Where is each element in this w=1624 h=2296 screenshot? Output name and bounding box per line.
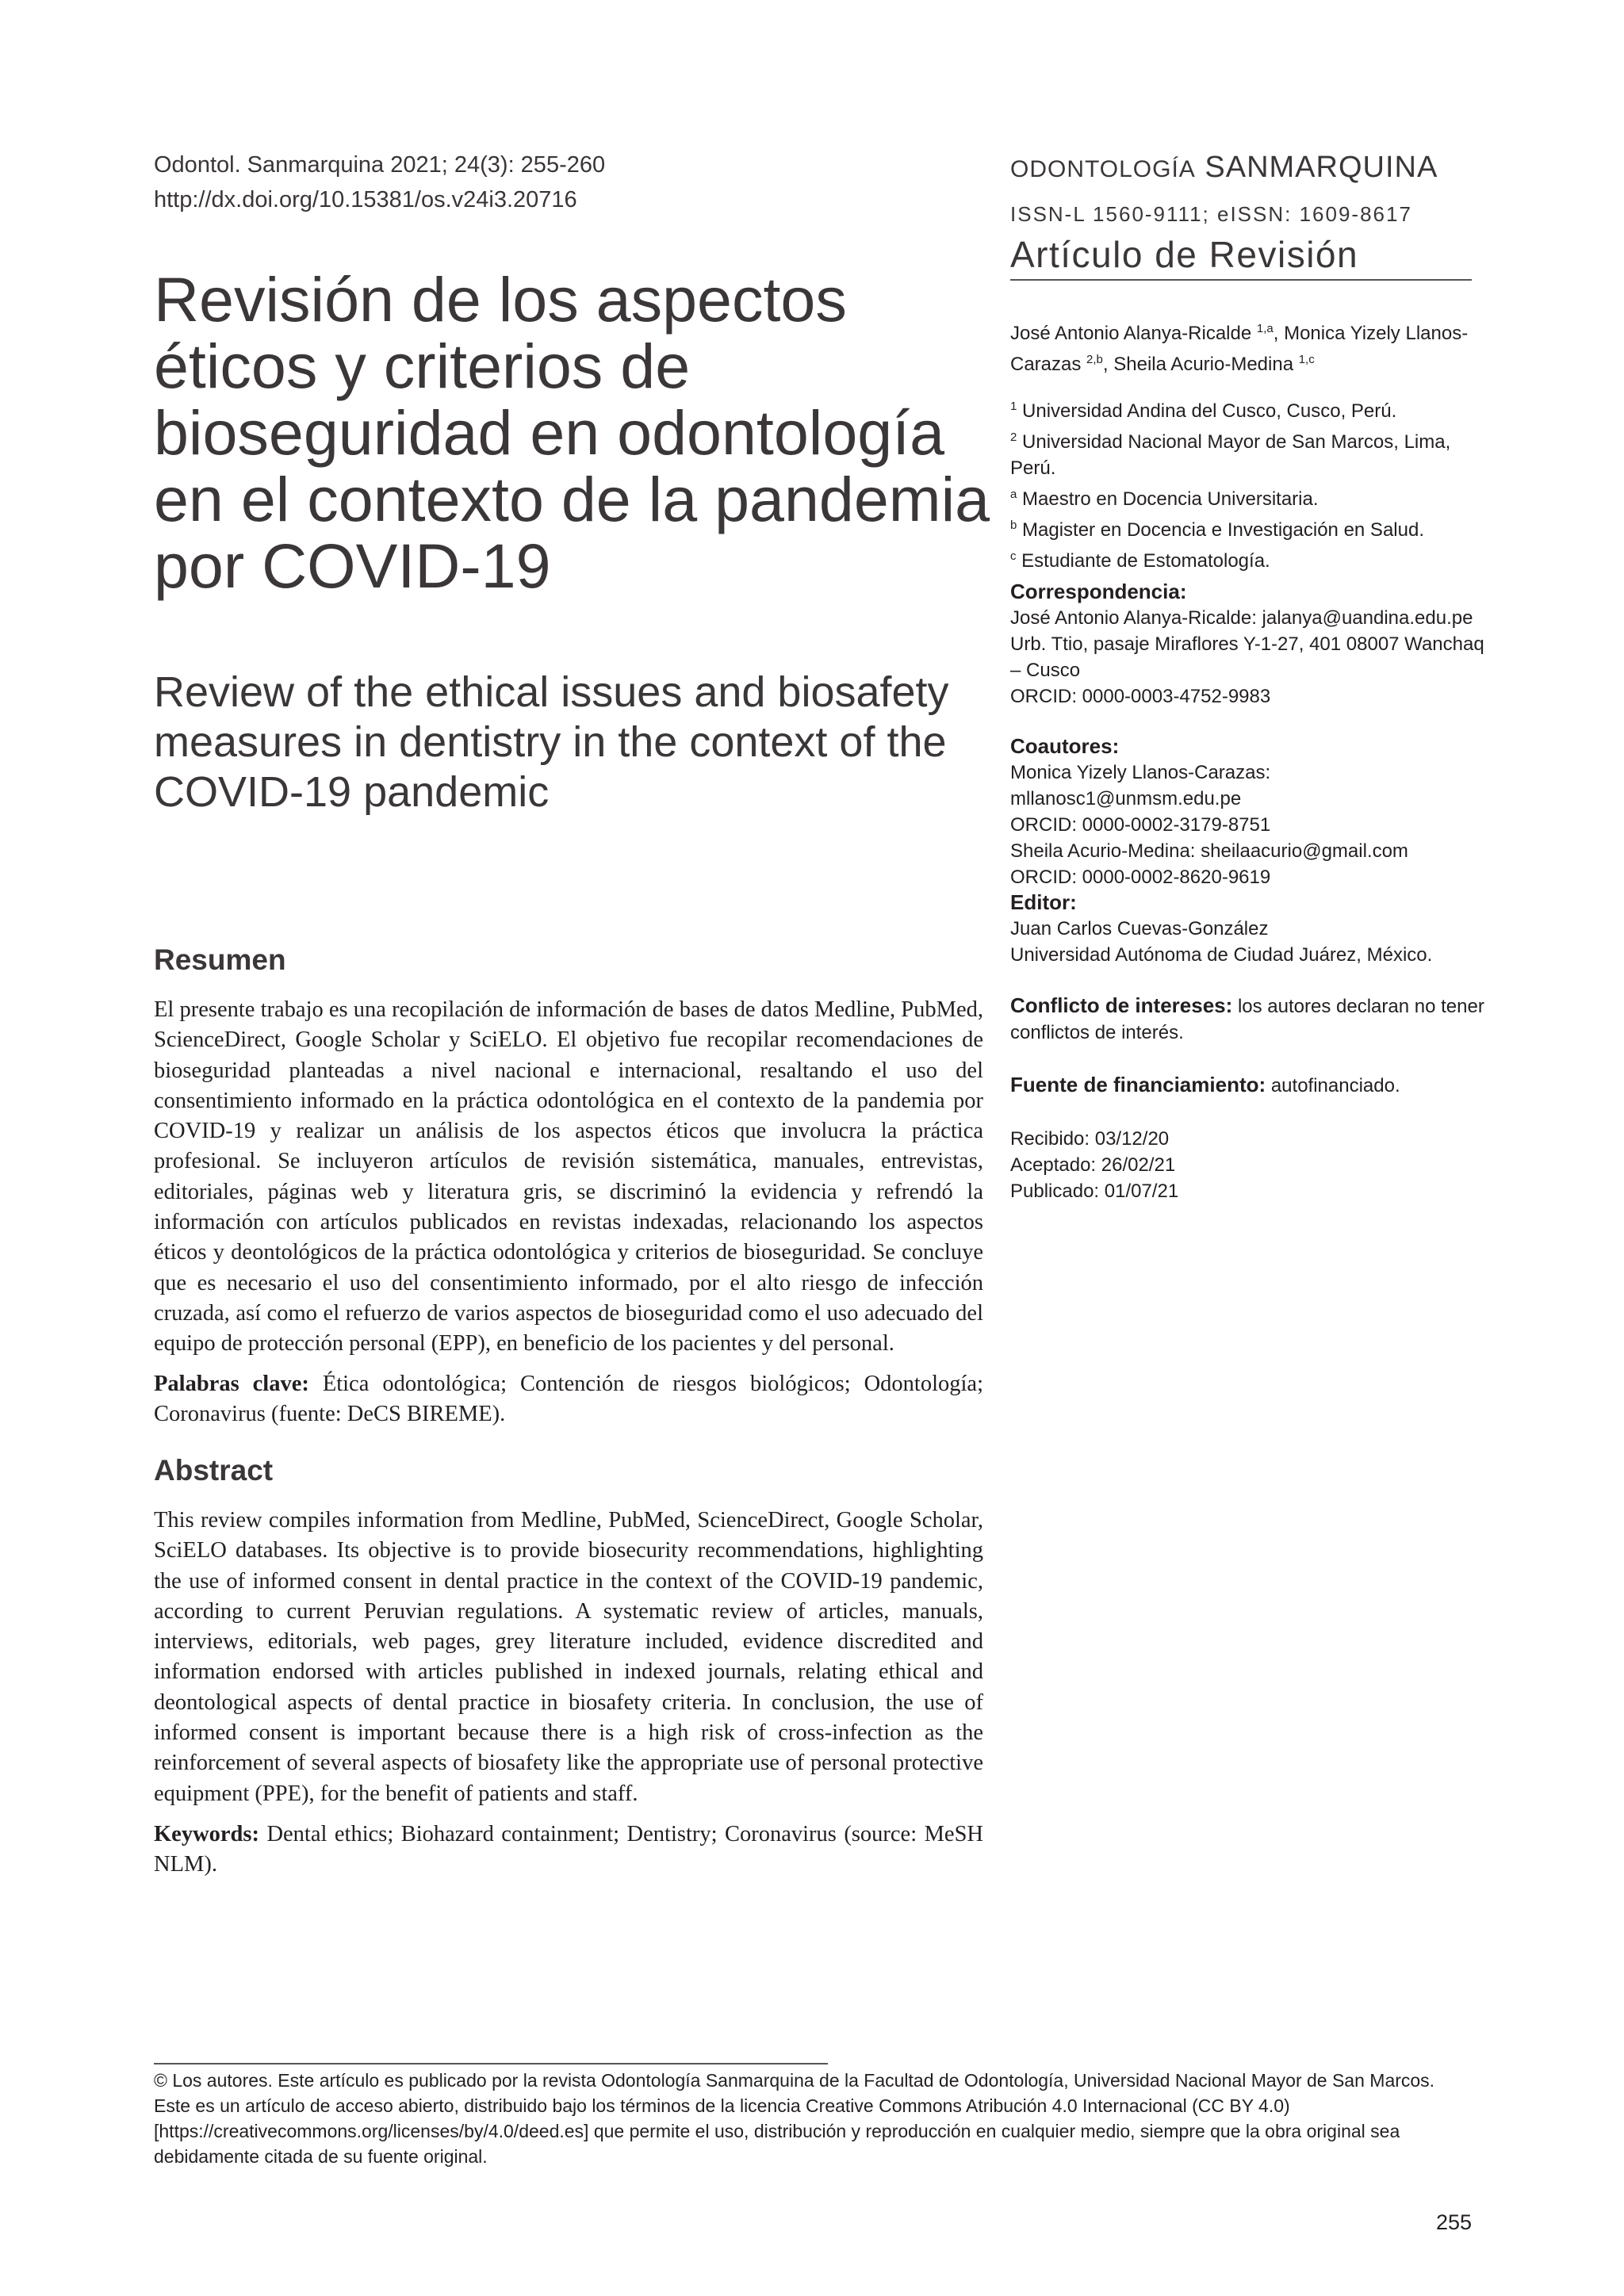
footnote-divider xyxy=(154,2063,828,2064)
affiliation-text: Universidad Andina del Cusco, Cusco, Perú. xyxy=(1022,400,1397,422)
accepted-date: Aceptado: 26/02/21 xyxy=(1010,1154,1176,1176)
affiliation-mark: c xyxy=(1010,549,1017,563)
keywords xyxy=(154,1820,983,1881)
article-title-spanish: Revisión de los aspectos éticos y criterios de bioseguridad en odontología en el contexto de la pandemia por COVID-19 xyxy=(154,264,990,601)
correspondence-block xyxy=(1010,579,1486,710)
author-list: José Antonio Alanya-Ricalde $^{1,a}$, Monica Yizely Llanos-Carazas $^{2,b}$, Sheila Acurio-Medina $^{1,c}$ xyxy=(1010,322,1469,375)
keywords-label: Keywords: xyxy=(154,1822,259,1846)
conflict-label: Conflicto de intereses: xyxy=(1010,993,1233,1017)
author-name: José Antonio Alanya-Ricalde xyxy=(1010,323,1252,344)
editor-name: Juan Carlos Cuevas-González xyxy=(1010,918,1269,939)
article-dates xyxy=(1010,1126,1486,1204)
abstract-heading: Abstract xyxy=(154,1454,274,1487)
affiliation-mark: b xyxy=(1010,519,1017,532)
palabras-clave-paragraph xyxy=(154,1369,983,1430)
published-date: Publicado: 01/07/21 xyxy=(1010,1181,1179,1202)
resumen-text xyxy=(154,995,983,1360)
article-title-english: Review of the ethical issues and biosafety measures in dentistry in the context of the COVID-19 pandemic xyxy=(154,668,949,816)
doi-link[interactable]: http://dx.doi.org/10.15381/os.v24i3.20716 xyxy=(154,187,577,212)
author-name: Monica Yizely Llanos-Carazas xyxy=(1010,323,1469,375)
journal-name-large: SANMARQUINA xyxy=(1205,151,1438,184)
correspondence-email-line[interactable]: José Antonio Alanya-Ricalde: jalanya@uandina.edu.pe xyxy=(1010,607,1473,629)
coauthor-orcid: ORCID: 0000-0002-8620-9619 xyxy=(1010,867,1271,888)
citation-line: Odontol. Sanmarquina 2021; 24(3): 255-260 xyxy=(154,152,606,178)
editor-affiliation: Universidad Autónoma de Ciudad Juárez, México. xyxy=(1010,944,1433,966)
palabras-clave xyxy=(154,1369,983,1430)
affiliation-text: Magister en Docencia e Investigación en Salud. xyxy=(1022,519,1424,541)
received-date: Recibido: 03/12/20 xyxy=(1010,1128,1170,1150)
journal-name xyxy=(1010,151,1438,185)
affiliation-mark: a xyxy=(1010,488,1017,501)
editor-block xyxy=(1010,890,1486,968)
affiliation-text: Estudiante de Estomatología. xyxy=(1021,550,1270,572)
affiliation-item xyxy=(1010,543,1486,574)
abstract-paragraph: This review compiles information from Medline, PubMed, ScienceDirect, Google Scholar, SciELO databases. Its objective is to provide biosecurity recommendations, highlighting the use of informed consent in dental practice in the context of the COVID-19 pandemic, according to current Peruvian regulations. A systematic review of articles, manuals, interviews, editorials, web pages, grey literature included, evidence discredited and information endorsed with articles published in indexed journals, relating ethical and deontological aspects of dental practice in biosafety criteria. In conclusion, the use of informed consent is important because there is a high risk of cross-infection as the reinforcement of several aspects of biosafety like the appropriate use of personal protective equipment (PPE), for the benefit of patients and staff. xyxy=(154,1508,983,1806)
affiliation-item xyxy=(1010,481,1486,512)
affiliation-mark: 2 xyxy=(1010,430,1017,444)
author-affiliation-mark: 2,b xyxy=(1086,353,1103,366)
citation-block xyxy=(154,147,605,217)
funding-label: Fuente de financiamiento: xyxy=(1010,1073,1266,1096)
funding-text: autofinanciado. xyxy=(1266,1075,1400,1096)
page-number: 255 xyxy=(1435,2210,1472,2234)
resumen-heading: Resumen xyxy=(154,943,286,976)
author-affiliation-mark: 1,a xyxy=(1256,322,1274,335)
journal-name-small: ODONTOLOGÍA xyxy=(1010,156,1196,182)
funding-source xyxy=(1010,1072,1486,1099)
coauthors-label: Coautores: xyxy=(1010,734,1120,758)
affiliation-mark: 1 xyxy=(1010,400,1017,413)
coauthor-orcid: ORCID: 0000-0002-3179-8751 xyxy=(1010,814,1271,836)
coauthor-email-line[interactable]: Sheila Acurio-Medina: sheilaacurio@gmail.com xyxy=(1010,840,1408,862)
affiliation-text: Universidad Nacional Mayor de San Marcos, Lima, Perú. xyxy=(1010,431,1451,479)
palabras-clave-label: Palabras clave: xyxy=(154,1372,309,1396)
correspondence-orcid: ORCID: 0000-0003-4752-9983 xyxy=(1010,686,1271,707)
coauthor-email-line[interactable]: Monica Yizely Llanos-Carazas: mllanosc1@unmsm.edu.pe xyxy=(1010,762,1271,809)
license-footnote: © Los autores. Este artículo es publicado por la revista Odontología Sanmarquina de la Facultad de Odontología, Universidad Nacional Mayor de San Marcos. Este es un artículo de acceso abierto, distribuido bajo los términos de la licencia Creative Commons Atribución 4.0 Internacional (CC BY 4.0) [https://creativecommons.org/licenses/by/4.0/deed.es] que permite el uso, distribución y reproducción en cualquier medio, siempre que la obra original sea debidamente citada de su fuente original. xyxy=(154,2070,1435,2167)
resumen-paragraph: El presente trabajo es una recopilación de información de bases de datos Medline, PubMed, ScienceDirect, Google Scholar y SciELO. El objetivo fue recopilar recomendaciones de bioseguridad planteadas a nivel nacional e internacional, resaltando el uso del consentimiento informado en la práctica odontológica en el contexto de la pandemia por COVID-19 y realizar un análisis de los aspectos éticos que involucra la práctica profesional. Se incluyeron artículos de revisión sistemática, manuales, entrevistas, editoriales, páginas web y literatura gris, se discriminó la evidencia y refrendó la información con artículos publicados en revistas indexadas, relacionando los aspectos éticos y deontológicos de la práctica odontológica y criterios de bioseguridad. Se concluye que es necesario el uso del consentimiento informado, por el alto riesgo de infección cruzada, así como el refuerzo de varios aspectos de bioseguridad como el uso adecuado del equipo de protección personal (EPP), en beneficio de los pacientes y del personal. xyxy=(154,997,983,1357)
abstract-text xyxy=(154,1506,983,1809)
affiliation-item xyxy=(1010,424,1486,481)
affiliation-item xyxy=(1010,512,1486,543)
correspondence-address: Urb. Ttio, pasaje Miraflores Y-1-27, 401 08007 Wanchaq – Cusco xyxy=(1010,633,1484,681)
affiliation-item xyxy=(1010,393,1486,424)
keywords-values: Dental ethics; Biohazard containment; Dentistry; Coronavirus (source: MeSH NLM). xyxy=(154,1822,984,1877)
affiliation-text: Maestro en Docencia Universitaria. xyxy=(1022,488,1319,510)
keywords-paragraph xyxy=(154,1820,983,1881)
article-type: Artículo de Revisión xyxy=(1010,233,1472,281)
author-affiliation-mark: 1,c xyxy=(1298,353,1315,366)
coauthors-block xyxy=(1010,733,1486,890)
affiliation-list xyxy=(1010,393,1486,574)
conflict-of-interest xyxy=(1010,993,1486,1046)
author-name: Sheila Acurio-Medina xyxy=(1113,354,1294,375)
correspondence-label: Correspondencia: xyxy=(1010,580,1187,603)
palabras-clave-values: Ética odontológica; Contención de riesgos biológicos; Odontología; Coronavirus (fuente: DeCS BIREME). xyxy=(154,1372,983,1427)
issn: ISSN-L 1560-9111; eISSN: 1609-8617 xyxy=(1010,202,1412,226)
editor-label: Editor: xyxy=(1010,890,1077,914)
conflict-text: los autores declaran no tener conflictos de interés. xyxy=(1010,996,1484,1043)
